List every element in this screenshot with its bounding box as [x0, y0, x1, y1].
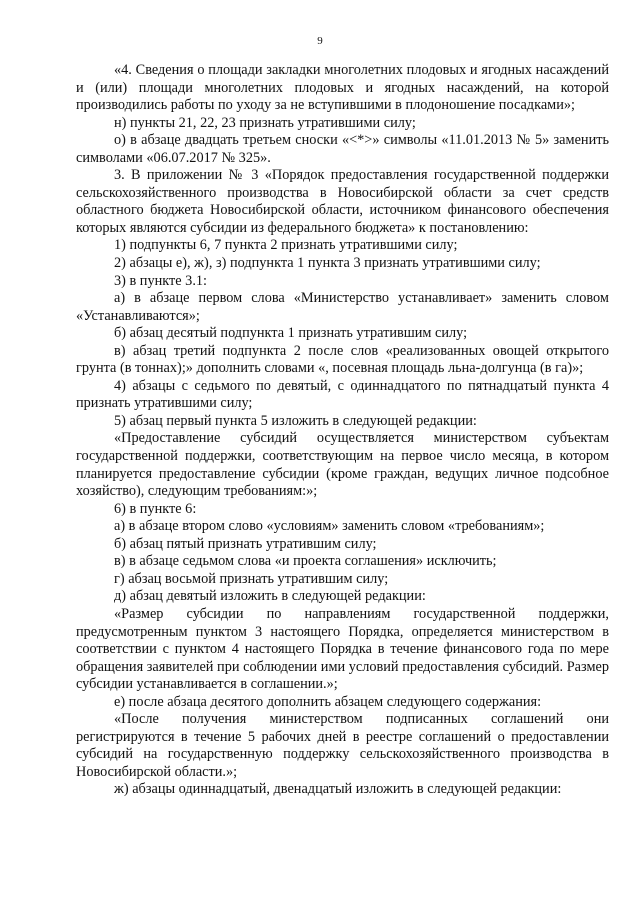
paragraph: е) после абзаца десятого дополнить абзацем следующего содержания: [114, 693, 542, 710]
paragraph: 2) абзацы е), ж), з) подпункта 1 пункта 3 признать утратившими силу; [114, 255, 541, 272]
paragraph: н) пункты 21, 22, 23 признать утратившими силу; [114, 114, 416, 131]
paragraph: б) абзац десятый подпункта 1 признать утратившим силу; [114, 325, 468, 342]
paragraph: г) абзац восьмой признать утратившим силу; [114, 570, 389, 587]
paragraph: «Размер субсидии по направлениям государственной поддержки, предусмотренным пунктом 3 настоящего Порядка, определяется министерством в соответствии с пунктом 4 настоящего Порядка в течение финансового года по мере обращения заявителей при соблюдении ими условий предоставления субсидий. Размер субсидии устанавливается в соглашении.»; [76, 605, 609, 693]
paragraph: 3. В приложении № 3 «Порядок предоставления государственной поддержки сельскохозяйственного производства в Новосибирской области за счет средств областного бюджета Новосибирской области, источником финансового обеспечения которых являются субсидии из федерального бюджета» к постановлению: [76, 167, 609, 236]
paragraph: а) в абзаце втором слово «условиям» заменить словом «требованиям»; [114, 518, 545, 535]
document-body [76, 62, 609, 799]
paragraph: б) абзац пятый признать утратившим силу; [114, 535, 377, 552]
paragraph: ж) абзацы одиннадцатый, двенадцатый изложить в следующей редакции: [114, 781, 562, 798]
paragraph: д) абзац девятый изложить в следующей редакции: [114, 588, 426, 605]
paragraph: 5) абзац первый пункта 5 изложить в следующей редакции: [114, 412, 477, 429]
paragraph: «Предоставление субсидий осуществляется министерством субъектам государственной поддержки, соответствующим на первое число месяца, в котором планируется предоставление субсидии (кроме граждан, ведущих личное подсобное хозяйство), следующим требованиям:»; [76, 430, 609, 500]
paragraph: «4. Сведения о площади закладки многолетних плодовых и ягодных насаждений и (или) площади многолетних плодовых и ягодных насаждений, на которой производились работы по уходу за не вступившими в плодоношение посадками»; [76, 62, 609, 114]
page-number: 9 [317, 35, 323, 47]
paragraph: в) в абзаце седьмом слова «и проекта соглашения» исключить; [114, 553, 497, 570]
paragraph: в) абзац третий подпункта 2 после слов «реализованных овощей открытого грунта (в тоннах);» дополнить словами «, посевная площадь льна-долгунца (в га)»; [76, 342, 609, 377]
paragraph: о) в абзаце двадцать третьем сноски «<*>» символы «11.01.2013 № 5» заменить символами «06.07.2017 № 325». [76, 132, 609, 166]
paragraph: 6) в пункте 6: [114, 500, 197, 517]
paragraph: а) в абзаце первом слова «Министерство устанавливает» заменить словом «Устанавливаются»; [76, 290, 609, 324]
paragraph: 4) абзацы с седьмого по девятый, с одиннадцатого по пятнадцатый пункта 4 признать утратившими силу; [76, 377, 609, 412]
paragraph: 3) в пункте 3.1: [114, 272, 208, 289]
paragraph: «После получения министерством подписанных соглашений они регистрируются в течение 5 рабочих дней в реестре соглашений о предоставлении субсидий на государственную поддержку сельскохозяйственного производства в Новосибирской области.»; [76, 711, 609, 780]
paragraph: 1) подпункты 6, 7 пункта 2 признать утратившими силу; [114, 237, 458, 254]
